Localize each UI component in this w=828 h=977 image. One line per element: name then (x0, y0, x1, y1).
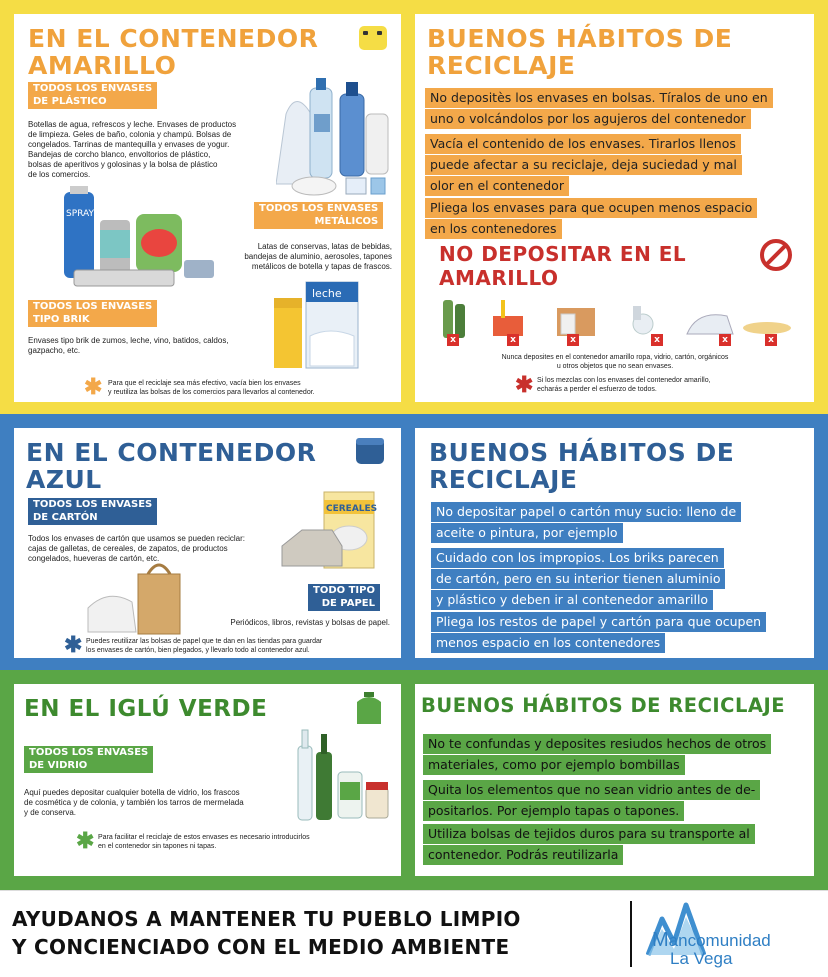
yellow-habits-panel (415, 14, 814, 402)
habit-item (425, 198, 757, 240)
tag-line: METÁLICOS (314, 215, 379, 227)
slogan-line: AYUDANOS A MANTENER TU PUEBLO LIMPIO (12, 907, 521, 931)
no-deposit-title (439, 244, 686, 288)
tag-line: TODOS LOS ENVASES (33, 83, 153, 94)
logo-line: ancomunidad (668, 931, 771, 950)
text-line: cajas de galletas, de cereales, de zapatos, de productos (28, 544, 228, 553)
text-line: de los comercios. (28, 170, 91, 179)
tag-line: DE CARTÓN (33, 511, 98, 523)
paper-bag-image (84, 558, 194, 638)
habit-item (425, 134, 742, 197)
title-line: BUENOS HÁBITOS DE (427, 24, 733, 53)
paper-tag (308, 584, 380, 611)
tag-line: DE VIDRIO (29, 759, 88, 771)
yellow-note (108, 380, 388, 398)
text-line: bolsas de aperitivos y golosinas y la bolsa de plástico (28, 160, 218, 169)
tag-line: DE PAPEL (321, 597, 375, 609)
brik-cartons-image (270, 276, 390, 376)
title-line: RECICLAJE (429, 465, 578, 494)
green-container-panel (14, 684, 401, 876)
habit-item (423, 780, 760, 822)
text-line: Envases tipo brik de zumos, leche, vino, batidos, caldos, (28, 336, 229, 345)
text-line: Para facilitar el reciclaje de estos envases es necesario introducirlos (98, 834, 310, 841)
asterisk-icon: ✱ (76, 828, 95, 853)
habit-item (431, 502, 741, 544)
habit-item (423, 824, 755, 866)
habit-line: en los contenedores (425, 219, 562, 239)
habit-line: Quita los elementos que no sean vidrio antes de de- (423, 780, 760, 800)
tag-line: TODOS LOS ENVASES (33, 499, 153, 510)
x-mark-icon: x (567, 334, 579, 346)
svg-text:SPRAY: SPRAY (66, 209, 94, 219)
blue-container-panel (14, 428, 401, 658)
metal-tag (254, 202, 383, 229)
text-line: congelados, hueveras de cartón, etc. (28, 554, 160, 563)
title-line: AMARILLO (28, 51, 177, 80)
no-deposit-note (455, 354, 775, 372)
habit-line: Vacía el contenido de los envases. Tirarlos llenos (425, 134, 741, 154)
text-line: y de conserva. (24, 808, 77, 817)
text-line: de cosmética y de colonia, y también los tarros de mermelada (24, 798, 244, 807)
yellow-habits-title (427, 26, 732, 78)
tag-line: TODOS LOS ENVASES (259, 203, 379, 214)
text-line: metálicos de botella y tapas de frascos. (251, 262, 392, 271)
tag-line: TODOS LOS ENVASES (33, 301, 153, 312)
asterisk-icon: ✱ (515, 372, 534, 397)
glass-bottles-image (294, 726, 394, 826)
text-line: u otros objetos que no sean envases. (556, 362, 674, 370)
glass-description (24, 788, 294, 818)
blue-bin-icon (352, 432, 388, 468)
habit-line: puede afectar a su reciclaje, deja suciedad y mal (425, 155, 742, 175)
habit-item (423, 734, 771, 776)
habit-line: Utiliza bolsas de tejidos duros para su transporte al (423, 824, 755, 844)
prohibited-icon (759, 238, 793, 272)
habit-line: No depositès los envases en bolsas. Tíralos de uno en (425, 88, 773, 108)
text-line: Todos los envases de cartón que usamos se pueden reciclar: (28, 534, 246, 543)
habit-line: Pliega los envases para que ocupen menos espacio (425, 198, 757, 218)
habit-line: uno o volcándolos por los agujeros del contenedor (425, 109, 751, 129)
forbidden-items-image (437, 296, 797, 340)
title-line: BUENOS HÁBITOS DE (429, 438, 735, 467)
tag-line: TODO TIPO (313, 585, 375, 596)
plastic-tag (28, 82, 157, 109)
footer-slogan (12, 905, 521, 961)
tag-line: TIPO BRIK (33, 313, 90, 325)
carton-label: leche (312, 287, 342, 300)
title-line: EN EL CONTENEDOR (26, 438, 317, 467)
cereal-box-image (276, 488, 386, 578)
green-habits-title: BUENOS HÁBITOS DE RECICLAJE (421, 694, 786, 717)
habit-line: Cuidado con los impropios. Los briks parecen (431, 548, 724, 568)
text-line: los envases de cartón, bien plegados, y llevarlo todo al contenedor azul. (86, 646, 310, 654)
text-line: Puedes reutilizar las bolsas de papel que te dan en las tiendas para guardar (86, 638, 323, 645)
tag-line: TODOS LOS ENVASES (29, 747, 149, 758)
text-line: bandejas de aluminio, aerosoles, tapones (244, 252, 392, 261)
plastic-bottles-image (276, 74, 396, 204)
habit-line: Pliega los restos de papel y cartón para que ocupen (431, 612, 766, 632)
brik-description (28, 336, 268, 356)
text-line: congelados. Tarrinas de mantequilla y envases de yogur. (28, 140, 230, 149)
text-line: y reutiliza las bolsas de los comercios para llevarlos al contenedor. (108, 388, 315, 396)
slogan-line: Y CONCIENCIADO CON EL MEDIO AMBIENTE (12, 935, 510, 959)
footer-divider (630, 901, 632, 967)
habit-line: y plástico y deben ir al contenedor amarillo (431, 590, 713, 610)
title-line: RECICLAJE (427, 51, 576, 80)
habit-line: menos espacio en los contenedores (431, 633, 665, 653)
blue-container-title (26, 440, 316, 492)
x-mark-icon: x (765, 334, 777, 346)
title-line: EN EL CONTENEDOR (28, 24, 319, 53)
blue-habits-title (429, 440, 734, 492)
x-mark-icon: x (651, 334, 663, 346)
x-mark-icon: x (447, 334, 459, 346)
cereal-label: CEREALES (326, 504, 378, 514)
habit-line: olor en el contenedor (425, 176, 569, 196)
metal-description (222, 242, 392, 272)
text-line: Botellas de agua, refrescos y leche. Envases de productos (28, 120, 237, 129)
blue-note (86, 638, 386, 656)
text-line: gazpacho, etc. (28, 346, 81, 355)
green-habits-panel (415, 684, 814, 876)
habit-line: positarlos. Por ejemplo tapas o tapones. (423, 801, 684, 821)
text-line: de limpieza. Geles de baño, colonia y champú. Bolsas de (28, 130, 232, 139)
text-line: Latas de conservas, latas de bebidas, (257, 242, 392, 251)
habit-line: aceite o pintura, por ejemplo (431, 523, 623, 543)
cardboard-tag (28, 498, 157, 525)
text-line: Aquí puedes depositar cualquier botella de vidrio, los frascos (24, 788, 240, 797)
asterisk-icon: ✱ (64, 632, 83, 657)
text-line: Nunca deposites en el contenedor amarillo ropa, vidrio, cartón, orgánicos (501, 354, 729, 361)
text-line: Para que el reciclaje sea más efectivo, vacía bien los envases (108, 380, 301, 387)
text-line: Si los mezclas con los envases del contenedor amarillo, (537, 377, 711, 384)
logo-line: La Vega (670, 949, 733, 968)
yellow-bin-icon (357, 22, 389, 54)
habit-line: materiales, como por ejemplo bombillas (423, 755, 685, 775)
footer (0, 890, 828, 977)
habit-line: No depositar papel o cartón muy sucio: lleno de (431, 502, 741, 522)
title-line: AZUL (26, 465, 102, 494)
plastic-description (28, 120, 278, 180)
text-line: echarás a perder el esfuerzo de todos. (537, 385, 657, 393)
habit-item (431, 612, 766, 654)
yellow-container-panel (14, 14, 401, 402)
habit-item (425, 88, 773, 130)
habit-line: No te confundas y deposites resiudos hechos de otros (423, 734, 771, 754)
green-note (98, 834, 388, 852)
habit-line: contenedor. Podrás reutilizarla (423, 845, 623, 865)
title-line: NO DEPOSITAR EN EL (439, 242, 687, 266)
metal-cans-image (54, 186, 224, 296)
green-bin-icon (352, 690, 386, 726)
title-line: AMARILLO (439, 266, 559, 290)
warning-note (537, 377, 777, 395)
text-line: en el contenedor sin tapones ni tapas. (98, 842, 217, 850)
paper-description: Periódicos, libros, revistas y bolsas de papel. (230, 618, 390, 627)
logo-letter: M (652, 929, 669, 951)
text-line: Bandejas de corcho blanco, envoltorios de plástico, (28, 150, 211, 159)
habit-item (431, 548, 725, 611)
logo-text (652, 931, 771, 968)
brik-tag (28, 300, 157, 327)
x-mark-icon: x (507, 334, 519, 346)
green-container-title: EN EL IGLÚ VERDE (24, 696, 268, 722)
asterisk-icon: ✱ (84, 374, 103, 399)
yellow-container-title (28, 26, 318, 78)
habit-line: de cartón, pero en su interior tienen aluminio (431, 569, 725, 589)
glass-tag (24, 746, 153, 773)
tag-line: DE PLÁSTICO (33, 95, 107, 107)
x-mark-icon: x (719, 334, 731, 346)
blue-habits-panel (415, 428, 814, 658)
